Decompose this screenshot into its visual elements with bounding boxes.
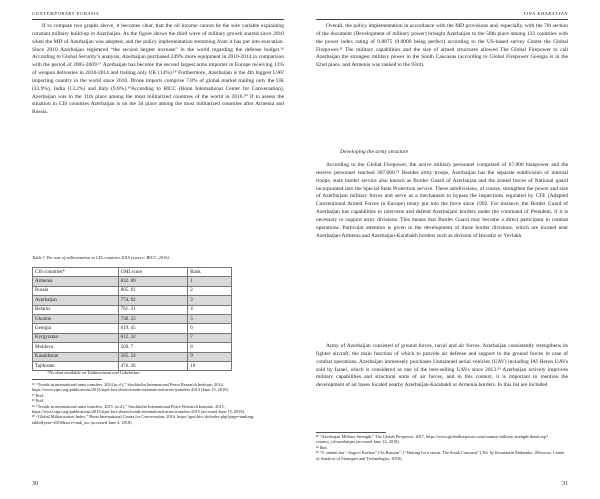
table-row — [33, 277, 232, 286]
table-row — [33, 305, 232, 314]
footnote: ¹⁷ Ibid. — [32, 392, 44, 398]
table-cell: 7 — [188, 333, 232, 342]
table-cell: Belarus — [33, 305, 119, 314]
table-cell: Kyrgyzstan — [33, 333, 119, 342]
table-row — [33, 324, 232, 333]
header-rule-right — [316, 19, 568, 20]
gmi-table — [32, 267, 232, 371]
table-cell: 3 — [188, 296, 232, 305]
table-cell: Azerbaijan — [33, 296, 119, 305]
left-body-paragraph: If to compare two graphs above, it becomes clear, that the oil income cannot be the sole variable explaining constant military build-up in Azerbaijan. As the figure shows the third wave of military growth started since 2010 when the MD of Azerbaijan was adopted, and the policy implementation stemming from it has put into execution. Since 2010 Azerbaijan registered “the second largest increase” in the world regarding the defense budget.¹⁶ According to Global Security’s analysis, Azerbaijan purchased 249% more equipment in 2010-2014 in comparison with the period of 2005-2009.¹⁷ Azerbaijan has become the second largest arms importer in Europe receiving 13% of weapon deliveries in 2010-2014 and trailing only UK (14%).¹⁸ Furthermore, Azerbaijan is the 4th biggest UAV importing country in the world since 2010. Drone imports comprise 7.8% of global market trailing only the UK (33.9%), India (13.2%) and Italy (9.8%).¹⁹According to BICC (Bonn International Center for Conversation), Azerbaijan was in the 11th place among the most militarized countries of the world in 2016.²⁰ If to assess the situation in CIS countries Azerbaijan is on the 3d place among the most militarized countries after Armenia and Russia. — [32, 23, 284, 116]
table-header-row — [33, 268, 232, 277]
table-row — [33, 296, 232, 305]
running-head-left: CONTEMPORARY EURASIA — [32, 11, 100, 16]
table-cell: 4 — [188, 305, 232, 314]
table-cell: 9 — [188, 352, 232, 361]
table-cell: 569. 7 — [118, 343, 188, 352]
footnote: ¹⁹ “Trends in international arms transfers, 2015. (n.d.),” Stockholm International Peace Research Institute, 2015, https://www.sipri.org/publications/2015/sipri-fact-sheets/trends-international-arms-transfers-2015 (accessed June 15, 2018). — [32, 403, 246, 415]
table-row — [33, 333, 232, 342]
page-number-left: 30 — [32, 481, 38, 487]
table-cell: Ukraine — [33, 314, 119, 323]
footnote: ²⁰ “Global Militarization Index,” Bonn International Center for Conversation, 2016. https://gmi.bicc.de/index.php?page=ranking-table&year=2016&sort=rank_asc (accessed June 4, 2018). — [32, 414, 255, 425]
table-row — [33, 286, 232, 295]
footnote-rule-right — [316, 432, 386, 433]
table-cell: 832. 69 — [118, 277, 188, 286]
table-cell: 738. 23 — [118, 314, 188, 323]
table-cell: Kazakhstan — [33, 352, 119, 361]
table-cell: Russia — [33, 286, 119, 295]
table-cell: Tajikistan — [33, 361, 119, 370]
table-caption: Table 1 The rate of militarization in CIS countries 2016 (source: BICC, 2016) — [32, 255, 169, 260]
table-cell: 805. 61 — [118, 286, 188, 295]
right-paragraph-2: According to the Global Firepower, the active military personnel comprised of 67.000 manpower and the reserve personnel reached 307.000.²² Besides army troops, Azerbaijan has the separate subdivision of internal troops, state border service also known as Border Guard of Azerbaijan and the armed forces of National guard incorporated into the Special State Protection service. These subdivisions, of course, strengthen the power and size of Azerbaijani military forces and serve as a mechanism to bypass the inspections regulated by CFE (Adapted Conventional Armed Forces in Europe) treaty put into the force since 1992. For instance, the Border Guard of Azerbaijan has capabilities to intervene and defend Azerbaijani borders under the command of President, if it is necessary to support army divisions. This means that Border Guard may become a direct participant in combat operations. Particular attention is given to the development of those border divisions, which are located near Azerbaijan-Armenia and Azerbaijan-Karabakh borders such as division of Horadiz or Yevlakh. — [316, 162, 568, 239]
table-row — [33, 314, 232, 323]
table-cell: 8 — [188, 343, 232, 352]
table-cell: Georgia — [33, 324, 119, 333]
table-cell: 565. 24 — [118, 352, 188, 361]
table-cell: Armenia — [33, 277, 119, 286]
table-row — [33, 352, 232, 361]
footnote: ¹⁸ Ibid. — [32, 398, 44, 404]
section-subheading: Developing the army structure — [340, 149, 409, 155]
table-cell: 619. 45 — [118, 324, 188, 333]
table-cell: 6 — [188, 324, 232, 333]
table-cell: 612. 32 — [118, 333, 188, 342]
table-cell: 2 — [188, 286, 232, 295]
table-row — [33, 343, 232, 352]
footnote: ²³ “V oidanii bur’: Itogovi Kavkaz” (“in Russian”, [“Waiting for a storm: The South Caucasus”], Ed. by Konstantin Makienko, (Moscow: Center of Analysis of Strategies and Technologies, 2018). — [316, 450, 565, 461]
table-header-cell: GMI score — [118, 268, 188, 277]
running-head-right: TINA KHARATYAN — [523, 11, 568, 16]
table-header-cell: Rank — [188, 268, 232, 277]
table-cell: 1 — [188, 277, 232, 286]
left-footnotes — [32, 382, 284, 425]
table-cell: 476. 26 — [118, 361, 188, 370]
right-footnotes — [316, 434, 568, 461]
table-header-cell: CIS countries* — [33, 268, 119, 277]
right-paragraph-1: Overall, the policy implementation in accordance with the MD provisions and, especially, with the 7th section of the document (Development of military power) brought Azerbaijan to the 58th place among 133 countries with the power index rating of 0.8875 (0.0000 being perfect) according to the US-based survey Center the Global Firepower.²¹ The military capabilities and the size of armed structures allowed The Global Firepower to call Azerbaijan the strongest military power in the South Caucasus (according to Global Firepower Georgia is in the 82nd place, and Armenia was ranked to the 93rd). — [316, 23, 568, 69]
table-cell: 5 — [188, 314, 232, 323]
footnote: ²¹ “Azerbaijan Military Strength,” The Global Firepower, 2017, https://www.globalfirepower.com/country-military-strength-detail.asp?country_id=azerbaijan (accessed June 12, 2018). — [316, 434, 549, 445]
header-rule-left — [32, 19, 284, 20]
table-cell: 10 — [188, 361, 232, 370]
table-cell: Moldova — [33, 343, 119, 352]
footnote: ¹⁶ “Trends in international arms transfers, 2014 (n.d.),” Stockholm International Peace Research Institute, 2014, https://www.sipri.org/publications/2015/sipri-fact-sheets/trends-international-arms-transfers-2014 (June 15, 2018). — [32, 382, 229, 393]
table-cell: 774. 92 — [118, 296, 188, 305]
table-cell: 761. 31 — [118, 305, 188, 314]
footnote-rule-left — [32, 379, 102, 380]
right-paragraph-3: Army of Azerbaijan consisted of ground forces, naval and air forces. Azerbaijan consistently strengthens its fighter aircraft, the main function of which to provide air defense and support to the ground forces in case of combat operations. Azerbaijan immensely purchases Unmanned aerial vehicles (UAV) including IAI Heron UAVs sold by Israel, which is considered as one of the best-selling UAVs since 2013.²³ Azerbaijan actively improves military capabilities and structural units of air forces, and in this context, it is important to mention the development of air bases located nearby Azerbaijan-Karabakh or Armenia borders. In this list are included — [316, 343, 568, 389]
page-number-right: 31 — [562, 481, 568, 487]
table-note: *No data available on Turkmenistan and Uzbekistan — [47, 370, 140, 375]
footnote: ²² Ibid. — [316, 444, 328, 450]
